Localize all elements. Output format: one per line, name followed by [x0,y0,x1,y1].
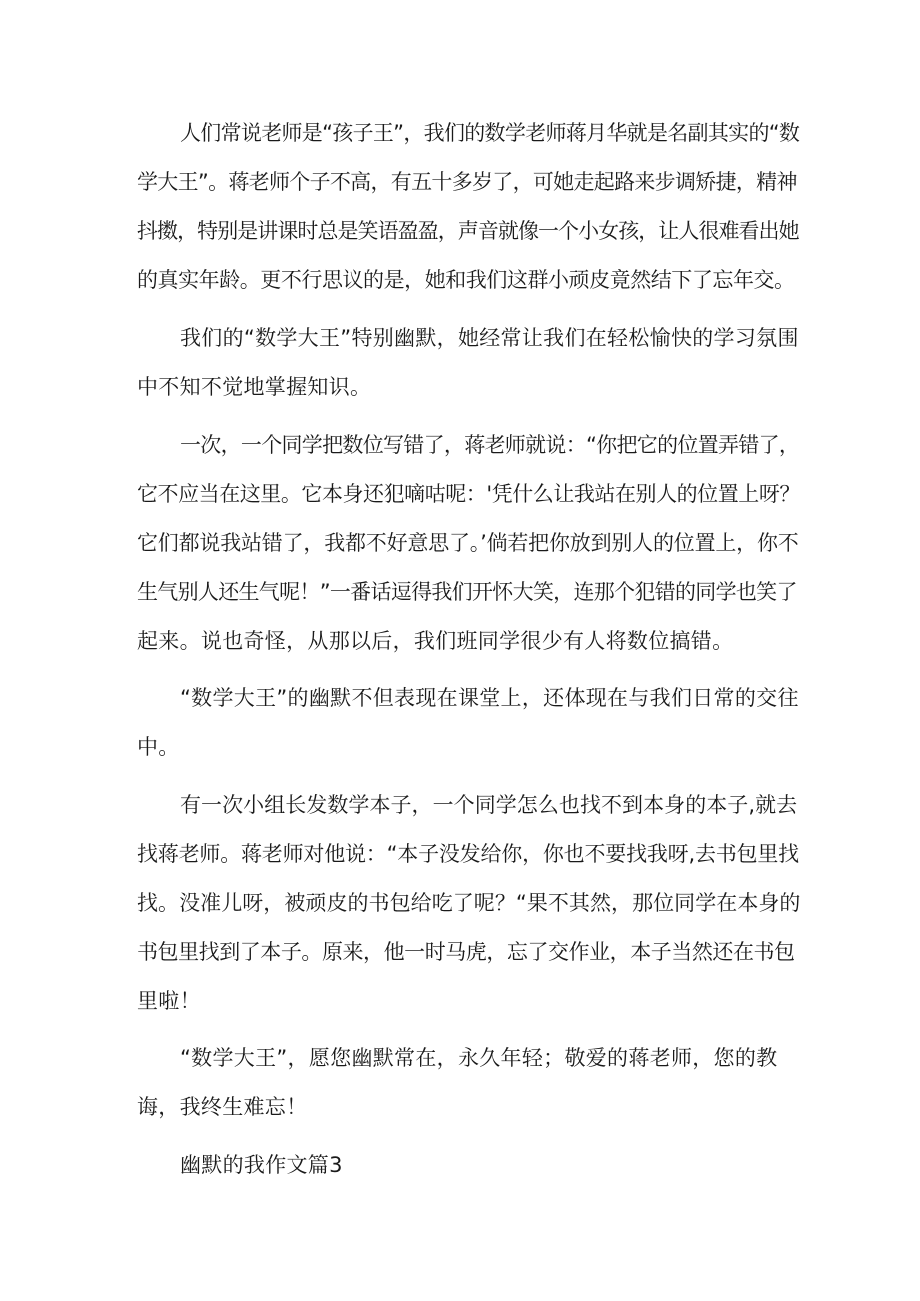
text-line: “数学大王”，愿您幽默常在，永久年轻；敬爱的蒋老师，您的教 [180,1046,778,1070]
text-line: 学大王”。蒋老师个子不高，有五十多岁了，可她走起路来步调矫捷，精神 [137,170,797,194]
text-line: 书包里找到了本子。原来，他一时马虎，忘了交作业，本子当然还在书包 [137,940,795,964]
text-line: 中不知不觉地掌握知识。 [137,375,372,399]
text-line: 它不应当在这里。它本身还犯嘀咕呢：'凭什么让我站在别人的位置上呀？ [137,482,800,506]
text-line: 找。没准儿呀，被顽皮的书包给吃了呢？“果不其然，那位同学在本身的 [137,891,801,915]
text-line: 里啦！ [137,989,201,1013]
text-line: 找蒋老师。蒋老师对他说：“本子没发给你，你也不要找我呀,去书包里找 [137,842,799,866]
text-line: 的真实年龄。更不行思议的是，她和我们这群小顽皮竟然结下了忘年交。 [137,268,795,292]
text-line: 诲，我终生难忘！ [137,1095,308,1119]
section-title: 幽默的我作文篇3 [180,1153,343,1177]
text-line: “数学大王”的幽默不但表现在课堂上，还体现在与我们日常的交往 [180,686,799,710]
text-line: 抖擞，特别是讲课时总是笑语盈盈，声音就像一个小女孩，让人很难看出她 [137,219,799,243]
text-line: 一次，一个同学把数位写错了，蒋老师就说：“你把它的位置弄错了， [180,433,800,457]
text-line: 我们的“数学大王”特别幽默，她经常让我们在轻松愉快的学习氛围 [180,326,799,350]
text-line: 有一次小组长发数学本子，一个同学怎么也找不到本身的本子,就去 [180,793,798,817]
text-line: 中。 [137,735,180,759]
text-line: 它们都说我站错了，我都不好意思了。’倘若把你放到别人的位置上，你不 [137,531,799,555]
text-line: 生气别人还生气呢！”一番话逗得我们开怀大笑，连那个犯错的同学也笑了 [137,580,797,604]
text-line: 人们常说老师是“孩子王”，我们的数学老师蒋月华就是名副其实的“数 [180,121,800,145]
text-line: 起来。说也奇怪，从那以后，我们班同学很少有人将数位搞错。 [137,629,734,653]
